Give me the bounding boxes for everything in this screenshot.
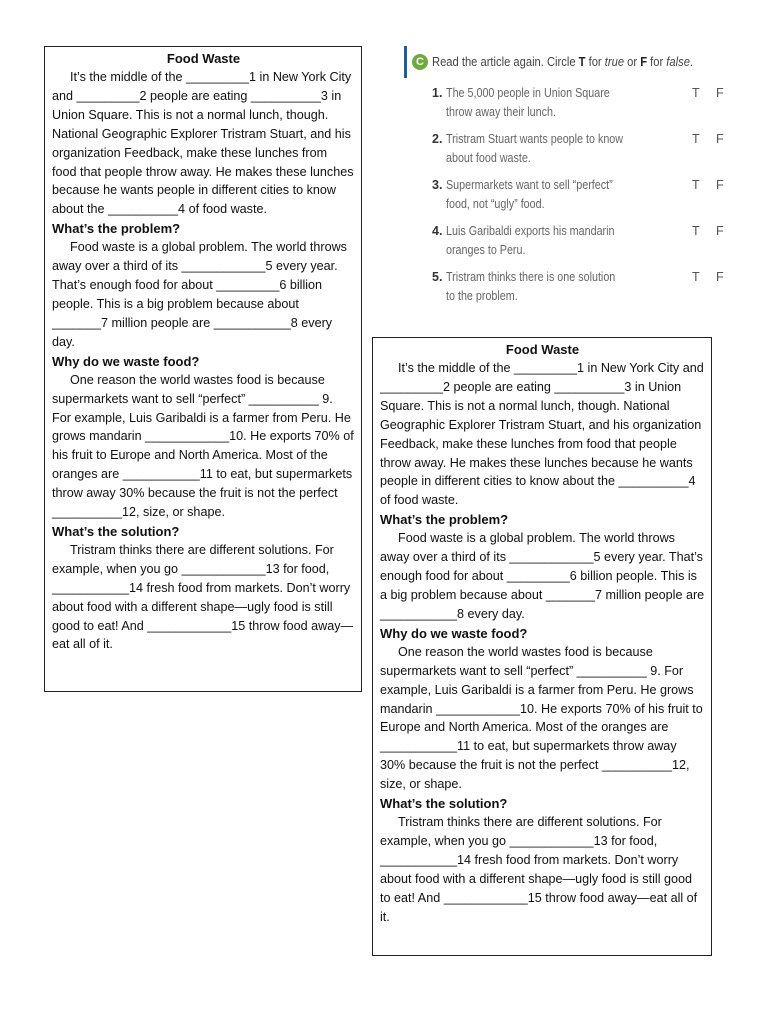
question-text: The 5,000 people in Union Square throw away their lunch.: [446, 86, 610, 119]
paragraph-solution: Tristram thinks there are different solutions. For example, when you go ____________13 for food, ___________14 fresh food from markets. Don’t worry about food with a different shape—ugly food is still good to eat! And ____________15 throw food away—eat all of it.: [52, 542, 354, 652]
question-text: Tristram Stuart wants people to know about food waste.: [446, 132, 624, 165]
exercise-instruction: Read the article again. Circle T for true or F for false.: [432, 54, 694, 69]
true-option[interactable]: T: [692, 224, 700, 238]
heading-problem: What’s the problem?: [380, 512, 509, 528]
true-option[interactable]: T: [692, 270, 700, 284]
question-number: 2.: [432, 132, 443, 146]
true-option[interactable]: T: [692, 132, 700, 146]
question-text: Luis Garibaldi exports his mandarin oranges to Peru.: [446, 224, 615, 257]
paragraph-problem: Food waste is a global problem. The world throws away over a third of its ____________5 every year. That’s enough food for about _________6 billion people. This is a big problem because about _______7 million people are ___________8 every day.: [380, 531, 705, 621]
false-option[interactable]: F: [716, 224, 724, 238]
paragraph-problem: Food waste is a global problem. The world throws away over a third of its ____________5 every year. That’s enough food for about _________6 billion people. This is a big problem because about _______7 million people are ___________8 every day.: [52, 240, 347, 349]
true-option[interactable]: T: [692, 86, 700, 100]
exercise-badge: C: [412, 54, 428, 70]
question-text: Supermarkets want to sell “perfect” food, not “ugly” food.: [446, 178, 613, 211]
article-title: Food Waste: [166, 51, 241, 66]
false-option[interactable]: F: [716, 86, 724, 100]
question-number: 5.: [432, 270, 443, 284]
question-number: 3.: [432, 178, 443, 192]
true-false-exercise: [404, 46, 744, 316]
paragraph-solution: Tristram thinks there are different solutions. For example, when you go ____________13 for food, ___________14 fresh food from markets. Don’t worry about food with a different shape—ugly food is still good to eat! And ____________15 throw food away—eat all of it.: [380, 815, 698, 924]
heading-why: Why do we waste food?: [52, 353, 200, 369]
article-intro: It’s the middle of the _________1 in New York City and _________2 people are eating __________3 in Union Square. This is not a normal lunch, though. National Geographic Explorer Tristram Stuart, and his organization Feedback, make these lunches from food that people throw away. He makes these lunches because he wants people in different cities to know about the __________4 of food waste.: [52, 70, 354, 217]
heading-solution: What’s the solution?: [52, 523, 180, 539]
true-option[interactable]: T: [692, 178, 700, 192]
question-text: Tristram thinks there is one solution to the problem.: [446, 270, 616, 303]
false-option[interactable]: F: [716, 132, 724, 146]
paragraph-why: One reason the world wastes food is because supermarkets want to sell “perfect” __________ 9. For example, Luis Garibaldi is a farmer from Peru. He grows mandarin ____________10. He exports 70% of his fruit to Europe and North America. Most of the oranges are ___________11 to eat, but supermarkets throw away 30% because the fruit is not the perfect __________12, size, or shape.: [380, 644, 703, 792]
question-number: 4.: [432, 224, 443, 238]
article-box-left: [44, 46, 362, 692]
false-option[interactable]: F: [716, 270, 724, 284]
heading-solution: What’s the solution?: [380, 796, 508, 812]
article-intro: It’s the middle of the _________1 in New York City and _________2 people are eating __________3 in Union Square. This is not a normal lunch, though. National Geographic Explorer Tristram Stuart, and his organization Feedback, make these lunches from food that people throw away. He makes these lunches because he wants people in different cities to know about the __________4 of food waste.: [380, 361, 704, 508]
article-box-right: [372, 337, 712, 956]
section-marker-bar: [404, 46, 407, 78]
article-title: Food Waste: [505, 342, 580, 357]
heading-problem: What’s the problem?: [52, 221, 181, 237]
paragraph-why: One reason the world wastes food is because supermarkets want to sell “perfect” __________ 9. For example, Luis Garibaldi is a farmer from Peru. He grows mandarin ____________10. He exports 70% of his fruit to Europe and North America. Most of the oranges are ___________11 to eat, but supermarkets throw away 30% because the fruit is not the perfect __________12, size, or shape.: [52, 372, 354, 520]
question-number: 1.: [432, 86, 443, 100]
false-option[interactable]: F: [716, 178, 724, 192]
heading-why: Why do we waste food?: [380, 625, 528, 641]
